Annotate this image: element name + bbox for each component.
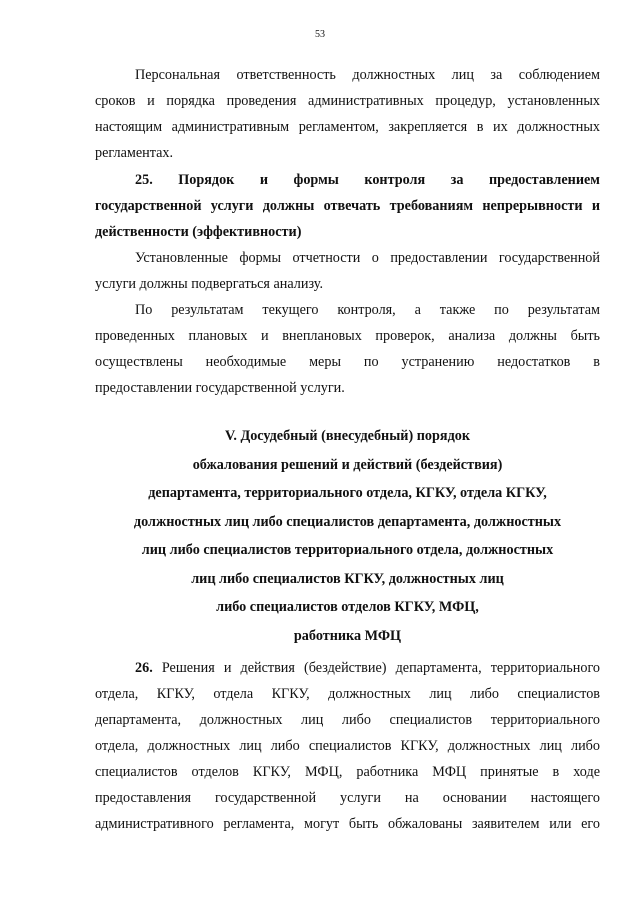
text-line: сроков и порядка проведения административных процедур, установленных — [95, 93, 600, 109]
heading-line — [95, 167, 600, 193]
text-line: отдела, должностных лиц либо специалистов КГКУ, должностных лиц либо — [95, 738, 600, 754]
paragraph-responsibility — [95, 62, 600, 166]
text-line: предоставлении государственной услуги. — [95, 380, 345, 396]
text-line: услуги должны подвергаться анализу. — [95, 276, 324, 292]
heading-word: и — [259, 172, 269, 188]
text-line: предоставления государственной услуги на основании настоящего — [95, 790, 600, 806]
heading-word: предоставлением — [488, 172, 600, 188]
section-heading-line: должностных лиц либо специалистов департамента, должностных — [133, 513, 562, 530]
section-heading-line: работника МФЦ — [293, 627, 402, 644]
paragraph-reporting — [95, 245, 600, 297]
text-line: административного регламента, могут быть обжалованы заявителем или его — [95, 816, 600, 832]
section-heading-line: V. Досудебный (внесудебный) порядок — [224, 428, 471, 444]
heading-word: Порядок — [178, 172, 235, 188]
heading-line: государственной услуги должны отвечать требованиям непрерывности и — [95, 198, 600, 214]
text-line: Персональная ответственность должностных лиц за соблюдением — [135, 67, 600, 83]
section-heading-line: департамента, территориального отдела, КГКУ, отдела КГКУ, — [148, 485, 547, 501]
paragraph-control-results — [95, 297, 600, 401]
heading-25 — [95, 167, 600, 245]
text-line: настоящим административным регламентом, закрепляется в их должностных — [95, 119, 600, 135]
heading-word: за — [450, 172, 464, 188]
text-line: регламентах. — [95, 145, 174, 161]
text-line: осуществлены необходимые меры по устранению недостатков в — [95, 354, 600, 370]
text-line: отдела, КГКУ, отдела КГКУ, должностных лиц либо специалистов — [95, 686, 600, 702]
text-line: департамента, должностных лиц либо специалистов территориального — [95, 712, 600, 728]
section-heading-line: лиц либо специалистов территориального отдела, должностных — [141, 542, 554, 558]
page-number: 53 — [315, 29, 325, 40]
heading-word: формы — [293, 172, 339, 188]
text-line: специалистов отделов КГКУ, МФЦ, работника МФЦ принятые в ходе — [95, 764, 600, 780]
text-line: проведенных плановых и внеплановых проверок, анализа должны быть — [95, 328, 600, 344]
paragraph-26 — [95, 655, 600, 837]
text-run: Решения и действия (бездействие) департамента, территориального — [152, 660, 600, 676]
heading-word: контроля — [364, 172, 426, 188]
heading-number: 25. — [135, 172, 153, 188]
section-heading — [95, 422, 600, 650]
section-heading-line: обжалования решений и действий (бездействия) — [192, 456, 503, 473]
section-heading-line: лиц либо специалистов КГКУ, должностных лиц — [191, 570, 504, 587]
heading-line: действенности (эффективности) — [95, 224, 302, 240]
text-line — [95, 655, 600, 681]
item-number: 26. — [135, 660, 153, 676]
section-heading-line: либо специалистов отделов КГКУ, МФЦ, — [216, 599, 479, 615]
text-line: По результатам текущего контроля, а также по результатам — [135, 302, 600, 318]
text-line: Установленные формы отчетности о предоставлении государственной — [135, 250, 600, 266]
